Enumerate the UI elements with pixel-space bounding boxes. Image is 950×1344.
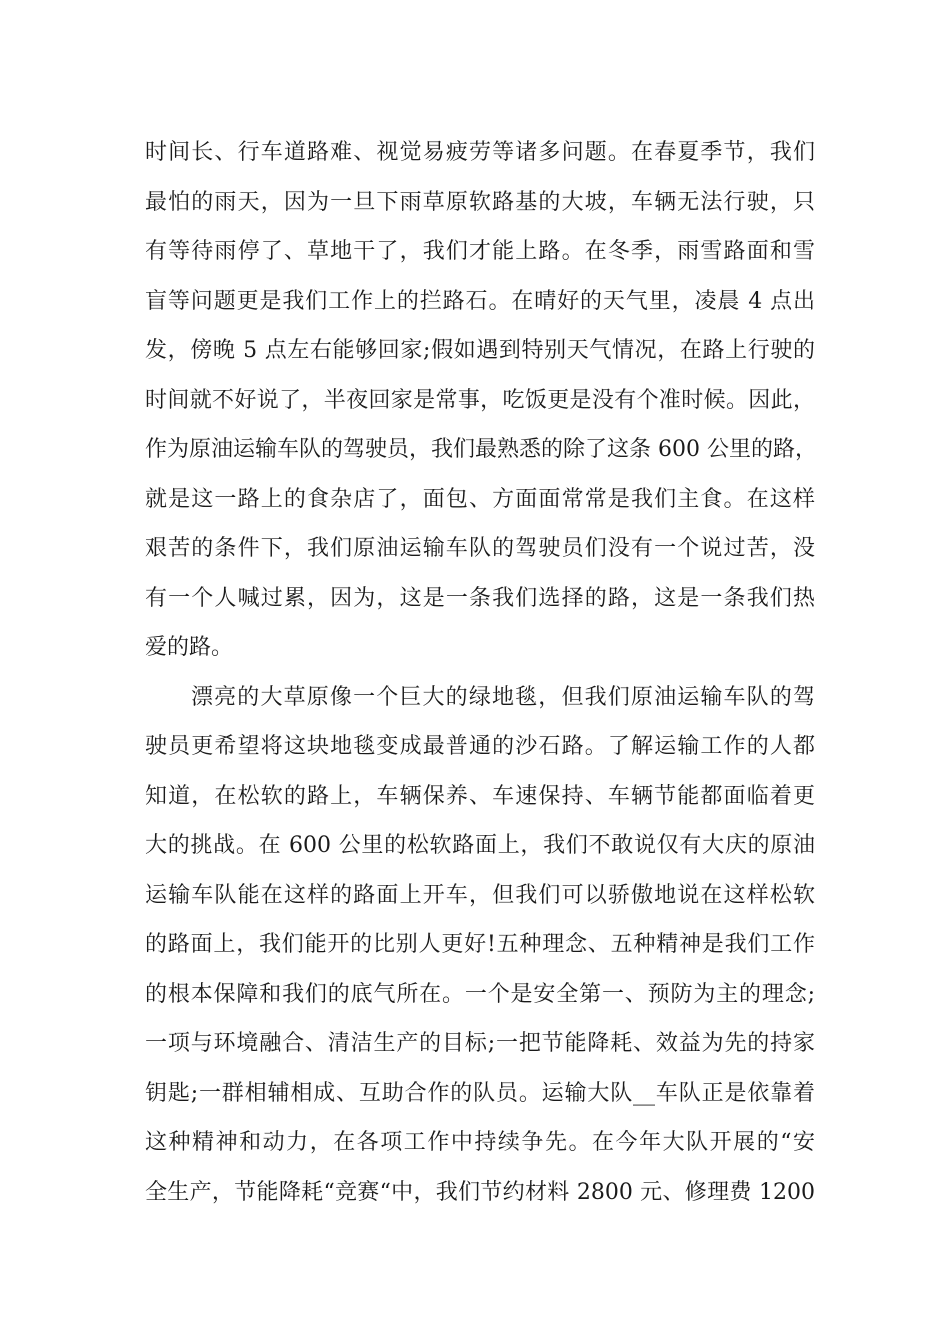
text-line: 就是这一路上的食杂店了，面包、方面面常常是我们主食。在这样 xyxy=(145,486,815,512)
text-line: 全生产，节能降耗“竞赛“中，我们节约材料 2800 元、修理费 1200 xyxy=(145,1179,815,1205)
text-line: 运输车队能在这样的路面上开车，但我们可以骄傲地说在这样松软 xyxy=(145,882,815,908)
text-line: 驶员更希望将这块地毯变成最普通的沙石路。了解运输工作的人都 xyxy=(145,734,815,759)
paragraph xyxy=(145,128,815,673)
text-line: 艰苦的条件下，我们原油运输车队的驾驶员们没有一个说过苦，没 xyxy=(145,536,815,561)
text-line: 一项与环境融合、清洁生产的目标;一把节能降耗、效益为先的持家 xyxy=(145,1031,815,1056)
paragraph xyxy=(145,673,815,1218)
text-line: 时间长、行车道路难、视觉易疲劳等诸多问题。在春夏季节，我们 xyxy=(145,140,815,165)
text-line: 大的挑战。在 600 公里的松软路面上，我们不敢说仅有大庆的原油 xyxy=(145,833,815,858)
text-line: 的路面上，我们能开的比别人更好!五种理念、五种精神是我们工作 xyxy=(145,932,815,957)
text-line: 发，傍晚 5 点左右能够回家;假如遇到特别天气情况，在路上行驶的 xyxy=(145,338,815,363)
text-line: 这种精神和动力，在各项工作中持续争先。在今年大队开展的“安 xyxy=(145,1130,815,1155)
text-line: 时间就不好说了，半夜回家是常事，吃饭更是没有个准时候。因此， xyxy=(145,387,815,413)
text-line: 爱的路。 xyxy=(145,635,234,660)
text-line: 知道，在松软的路上，车辆保养、车速保持、车辆节能都面临着更 xyxy=(145,783,815,809)
text-line: 的根本保障和我们的底气所在。一个是安全第一、预防为主的理念; xyxy=(145,981,815,1007)
text-line: 最怕的雨天，因为一旦下雨草原软路基的大坡，车辆无法行驶，只 xyxy=(145,189,815,215)
text-line: 有等待雨停了、草地干了，我们才能上路。在冬季，雨雪路面和雪 xyxy=(145,239,815,264)
text-line: 钥匙;一群相辅相成、互助合作的队员。运输大队__车队正是依靠着 xyxy=(145,1080,815,1106)
text-line: 作为原油运输车队的驾驶员，我们最熟悉的除了这条 600 公里的路， xyxy=(145,437,817,462)
body-text xyxy=(145,128,815,1217)
text-line: 有一个人喊过累，因为，这是一条我们选择的路，这是一条我们热 xyxy=(145,585,815,611)
text-line: 漂亮的大草原像一个巨大的绿地毯，但我们原油运输车队的驾 xyxy=(191,684,815,710)
text-line: 盲等问题更是我们工作上的拦路石。在晴好的天气里，凌晨 4 点出 xyxy=(145,288,815,314)
